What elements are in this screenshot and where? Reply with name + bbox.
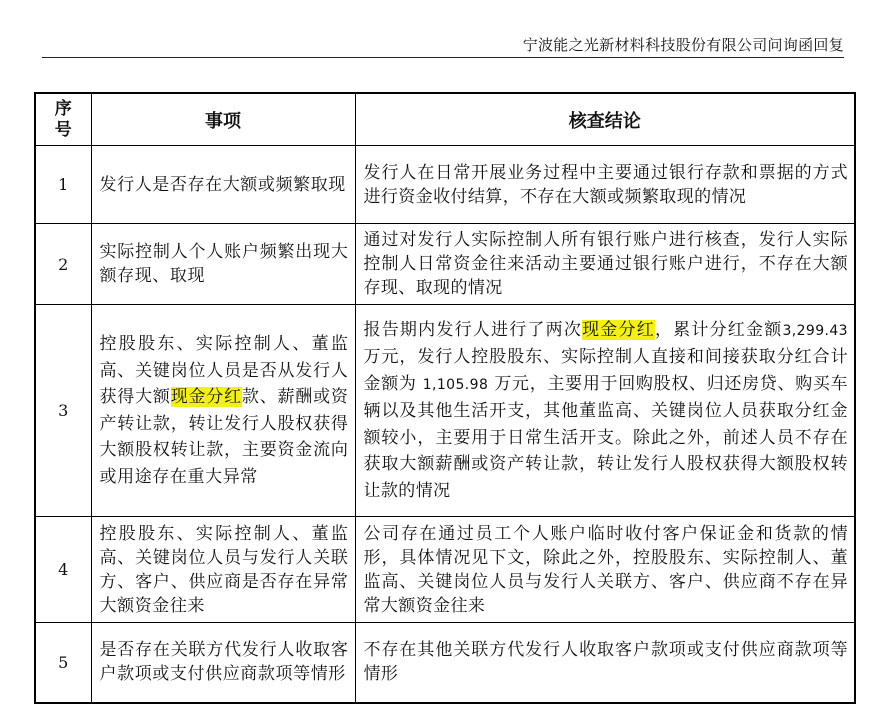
row-number: 1 — [35, 146, 91, 224]
table-row — [35, 305, 855, 517]
row-result: 不存在其他关联方代发行人收取客户款项或支付供应商款项等情形 — [355, 623, 855, 703]
highlighted-term: 现金分红 — [582, 319, 655, 340]
row-result: 报告期内发行人进行了两次现金分红，累计分红金额3,299.43 万元，发行人控股股东、实际控制人直接和间接获取分红合计金额为 1,105.98 万元，主要用于回购股权、归还房贷、购买车辆以及其他生活开支，其他董监高、关键岗位人员获取分红金额较小，主要用于日常生活开支。除此之外，前述人员不存在获取大额薪酬或资产转让款，转让发行人股权获得大额股权转让款的情况 — [355, 305, 855, 517]
document-header-title: 宁波能之光新材料科技股份有限公司问询函回复 — [522, 36, 844, 54]
table-row — [35, 517, 855, 623]
row-number: 2 — [35, 224, 91, 305]
table-header-row — [35, 93, 855, 146]
column-header-result: 核查结论 — [355, 93, 855, 146]
row-number: 5 — [35, 623, 91, 703]
row-item: 是否存在关联方代发行人收取客户款项或支付供应商款项等情形 — [91, 623, 355, 703]
dividend-total-amount: 3,299.43 — [782, 322, 848, 339]
table-row — [35, 146, 855, 224]
verification-table — [34, 92, 856, 704]
row-item: 控股股东、实际控制人、董监高、关键岗位人员是否从发行人获得大额现金分红款、薪酬或资产转让款，转让发行人股权获得大额股权转让款，主要资金流向或用途存在重大异常 — [91, 305, 355, 517]
highlighted-term: 现金分红 — [170, 387, 242, 407]
row-result: 发行人在日常开展业务过程中主要通过银行存款和票据的方式进行资金收付结算，不存在大额或频繁取现的情况 — [355, 146, 855, 224]
row-item: 控股股东、实际控制人、董监高、关键岗位人员与发行人关联方、客户、供应商是否存在异常大额资金往来 — [91, 517, 355, 623]
table-row — [35, 224, 855, 305]
column-header-number: 序号 — [35, 93, 91, 146]
row-result: 通过对发行人实际控制人所有银行账户进行核查，发行人实际控制人日常资金往来活动主要通过银行账户进行，不存在大额存现、取现的情况 — [355, 224, 855, 305]
row-result: 公司存在通过员工个人账户临时收付客户保证金和货款的情形，具体情况见下文，除此之外，控股股东、实际控制人、董监高、关键岗位人员与发行人关联方、客户、供应商不存在异常大额资金往来 — [355, 517, 855, 623]
controller-dividend-amount: 1,105.98 — [422, 376, 489, 393]
row-number: 3 — [35, 305, 91, 517]
row-number: 4 — [35, 517, 91, 623]
table-row — [35, 623, 855, 703]
row-item: 发行人是否存在大额或频繁取现 — [91, 146, 355, 224]
row-item: 实际控制人个人账户频繁出现大额存现、取现 — [91, 224, 355, 305]
header-divider — [42, 57, 844, 58]
column-header-item: 事项 — [91, 93, 355, 146]
